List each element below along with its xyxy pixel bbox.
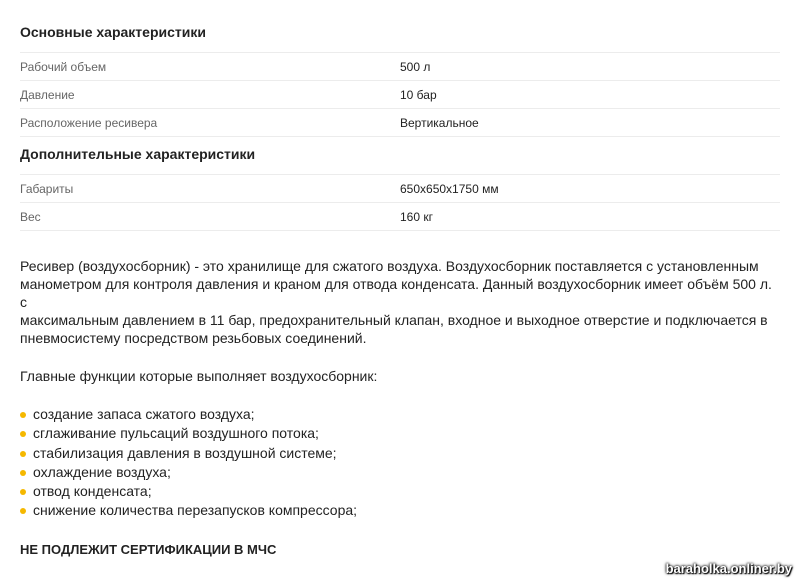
functions-title: Главные функции которые выполняет воздухосборник: [20, 368, 378, 384]
main-specs-title: Основные характеристики [20, 24, 206, 40]
spec-value: 500 л [400, 59, 431, 74]
list-item [20, 482, 780, 501]
bullet-icon [20, 412, 26, 418]
list-item-text: снижение количества перезапусков компрессора; [33, 502, 358, 519]
bullet-icon [20, 451, 26, 457]
list-item [20, 405, 780, 424]
spec-value: 160 кг [400, 209, 433, 224]
list-item-text: отвод конденсата; [33, 483, 152, 500]
bullet-icon [20, 489, 26, 495]
certification-notice: НЕ ПОДЛЕЖИТ СЕРТИФИКАЦИИ В МЧС [20, 541, 277, 557]
list-item-text: стабилизация давления в воздушной системе; [33, 444, 337, 461]
description-line: манометром для контроля давления и краном для отвода конденсата. Данный воздухосборник имеет объём 500 л. с [20, 276, 772, 310]
list-item [20, 501, 780, 520]
additional-specs-title: Дополнительные характеристики [20, 146, 256, 162]
watermark: baraholka.onliner.by [665, 561, 792, 576]
description-line: максимальным давлением в 11 бар, предохранительный клапан, входное и выходное отверстие и подключается в [20, 312, 768, 328]
bullet-icon [20, 470, 26, 476]
spec-label: Расположение ресивера [20, 115, 158, 130]
bullet-icon [20, 431, 26, 437]
list-item-text: охлаждение воздуха; [33, 463, 171, 480]
list-item-text: создание запаса сжатого воздуха; [33, 406, 255, 422]
product-description [20, 0, 780, 559]
list-item [20, 463, 780, 482]
description-line: пневмосистему посредством резьбовых соединений. [20, 330, 367, 346]
description-line: Ресивер (воздухосборник) - это хранилище для сжатого воздуха. Воздухосборник поставляется с установленным [20, 258, 759, 274]
spec-label: Вес [20, 209, 41, 224]
spec-row-pressure [20, 81, 780, 109]
description-paragraph [20, 257, 780, 347]
main-specs-table [20, 52, 780, 137]
bullet-icon [20, 508, 26, 514]
spec-value: Вертикальное [400, 115, 479, 130]
spec-row-orientation [20, 109, 780, 137]
list-item-text: сглаживание пульсаций воздушного потока; [33, 425, 319, 442]
spec-value: 10 бар [400, 87, 437, 102]
spec-row-volume [20, 53, 780, 81]
list-item [20, 424, 780, 443]
spec-label: Габариты [20, 181, 74, 196]
spec-label: Рабочий объем [20, 59, 107, 74]
spec-row-weight [20, 203, 780, 231]
functions-list [20, 405, 780, 521]
list-item [20, 444, 780, 463]
spec-value: 650x650x1750 мм [400, 181, 499, 196]
spec-label: Давление [20, 87, 75, 102]
spec-row-dimensions [20, 175, 780, 203]
additional-specs-table [20, 174, 780, 231]
